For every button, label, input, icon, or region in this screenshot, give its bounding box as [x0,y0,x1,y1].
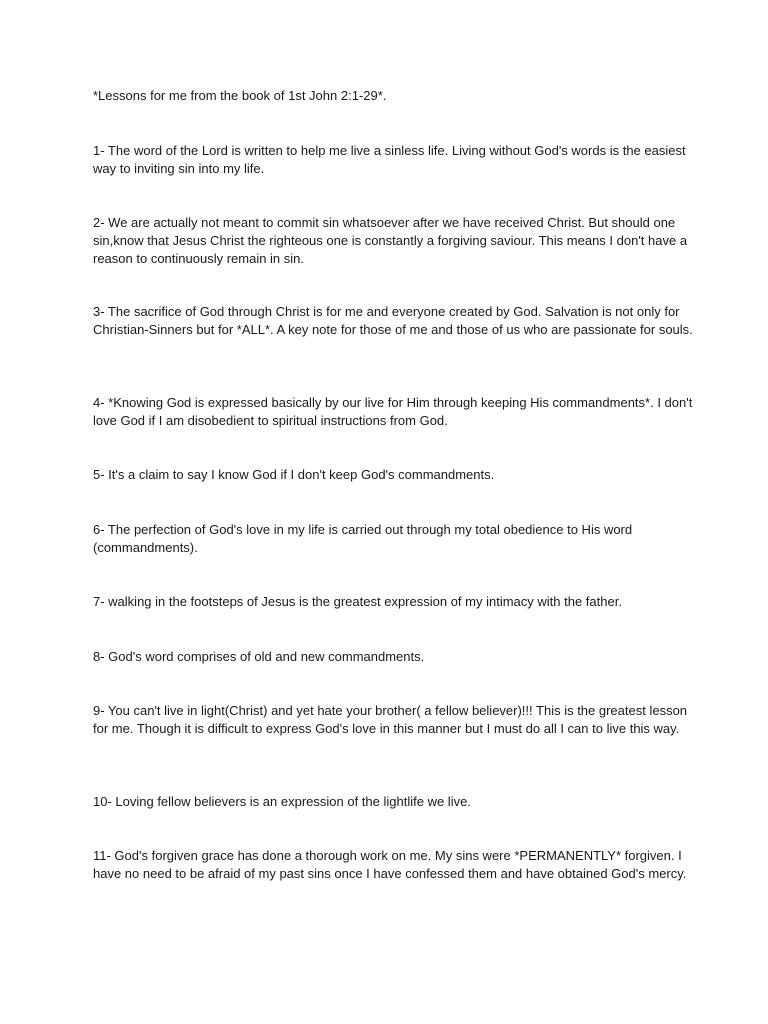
lesson-9: 9- You can't live in light(Christ) and yet hate your brother( a fellow believer)!!! This is the greatest lesson for me. Though it is difficult to express God's love in this manner but I must do all I can to live this way. [93,703,688,736]
lesson-4: 4- *Knowing God is expressed basically by our live for Him through keeping His commandments*. I don't love God if I am disobedient to spiritual instructions from God. [93,395,693,428]
lesson-7: 7- walking in the footsteps of Jesus is the greatest expression of my intimacy with the father. [93,594,622,609]
lesson-2: 2- We are actually not meant to commit sin whatsoever after we have received Christ. But should one sin,know that Jesus Christ the righteous one is constantly a forgiving saviour. This means I don't have a reason to continuously remain in sin. [93,215,688,266]
lesson-11: 11- God's forgiven grace has done a thorough work on me. My sins were *PERMANENTLY* forgiven. I have no need to be afraid of my past sins once I have confessed them and have obtained God's mercy. [93,848,687,881]
lesson-6: 6- The perfection of God's love in my life is carried out through my total obedience to His word (commandments). [93,522,633,555]
document-title: *Lessons for me from the book of 1st John 2:1-29*. [93,88,387,103]
lesson-1: 1- The word of the Lord is written to help me live a sinless life. Living without God's words is the easiest way to inviting sin into my life. [93,143,686,176]
lesson-3: 3- The sacrifice of God through Christ is for me and everyone created by God. Salvation is not only for Christian-Sinners but for *ALL*. A key note for those of me and those of us who are passionate for souls. [93,304,693,337]
lesson-5: 5- It's a claim to say I know God if I don't keep God's commandments. [93,467,495,482]
lesson-8: 8- God's word comprises of old and new commandments. [93,649,425,664]
lesson-10: 10- Loving fellow believers is an expression of the lightlife we live. [93,794,471,809]
